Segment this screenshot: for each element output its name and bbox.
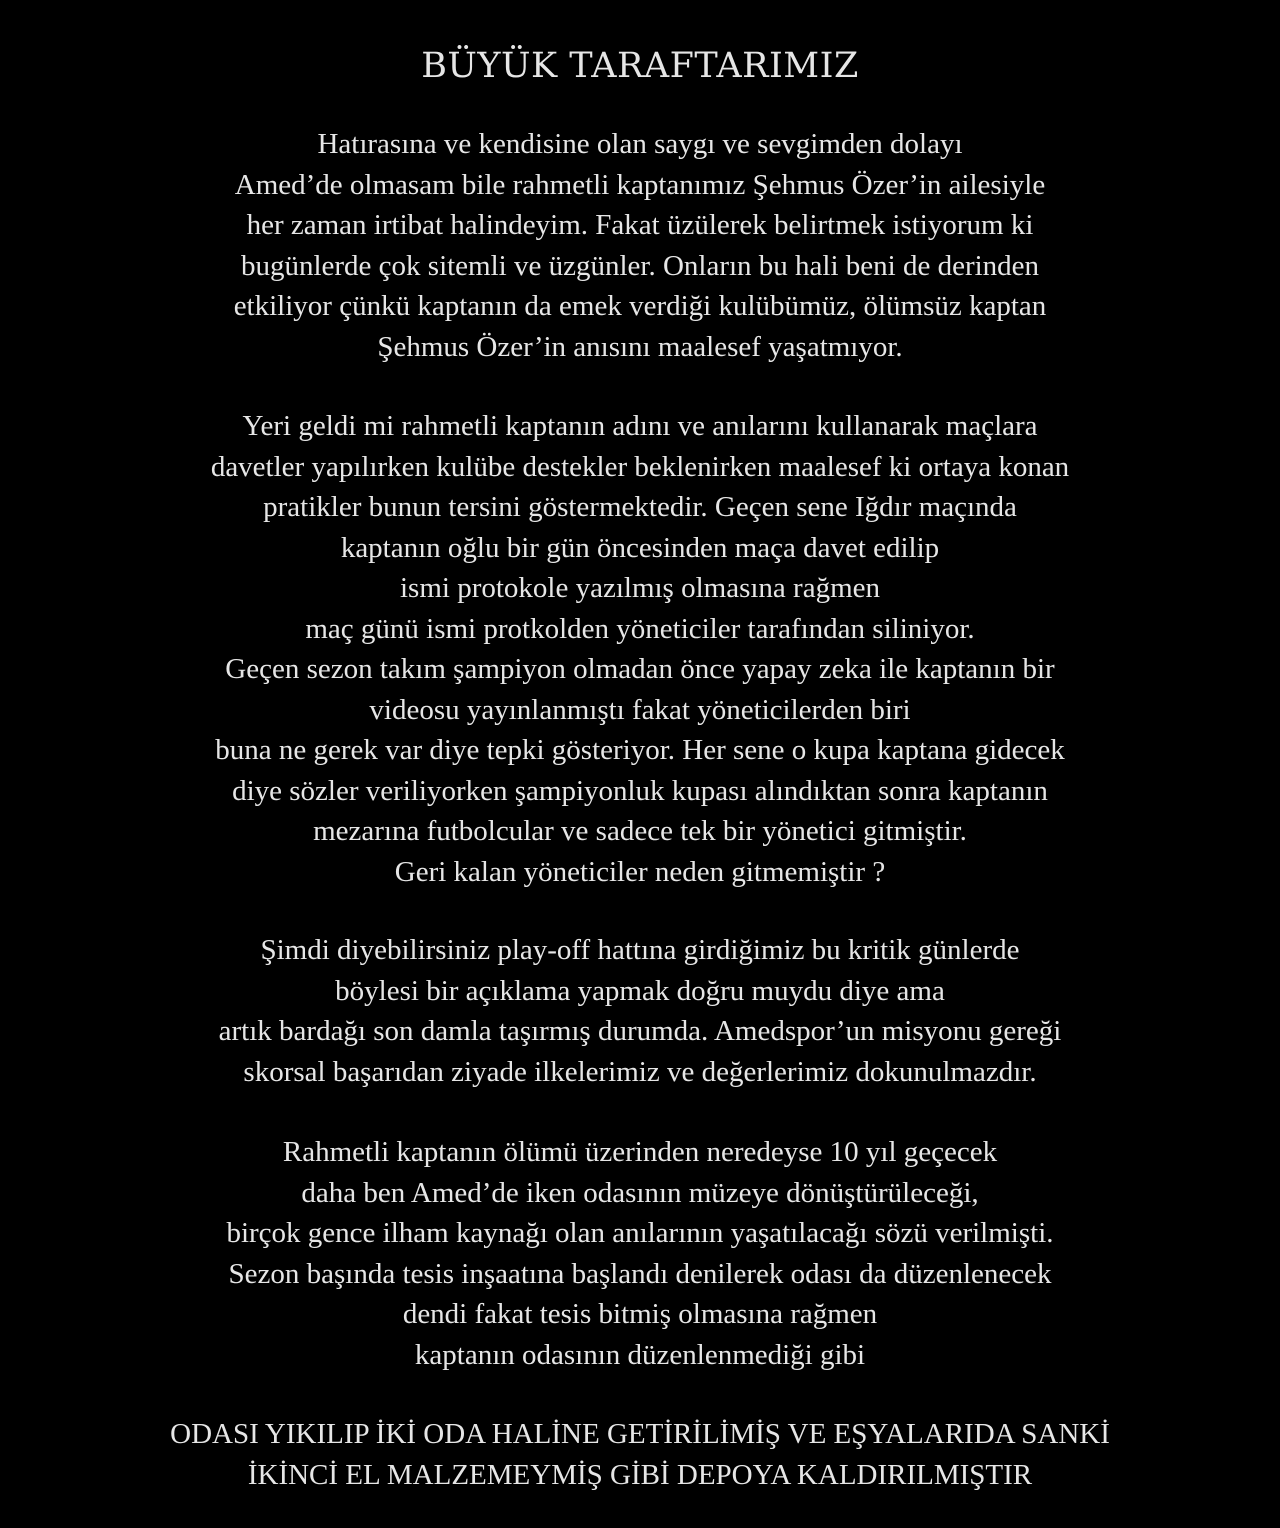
paragraph-2 — [60, 406, 1220, 892]
paragraph-line: skorsal başarıdan ziyade ilkelerimiz ve değerlerimiz dokunulmazdır. — [243, 1055, 1037, 1088]
paragraph-line: artık bardağı son damla taşırmış durumda. Amedspor’un misyonu gereği — [218, 1015, 1062, 1047]
paragraph-line: Hatırasına ve kendisine olan saygı ve sevgimden dolayı — [317, 128, 963, 160]
paragraph-line: bugünlerde çok sitemli ve üzgünler. Onların bu hali beni de derinden — [240, 249, 1040, 282]
paragraph-line: ismi protokole yazılmış olmasına rağmen — [399, 572, 880, 604]
paragraph-line: mezarına futbolcular ve sadece tek bir yönetici gitmiştir. — [313, 815, 967, 847]
paragraph-line: Geri kalan yöneticiler neden gitmemiştir ? — [394, 855, 886, 888]
paragraph-line: Şehmus Özer’in anısını maalesef yaşatmıyor. — [377, 330, 903, 363]
paragraph-line: Rahmetli kaptanın ölümü üzerinden neredeyse 10 yıl geçecek — [282, 1136, 998, 1168]
paragraph-line: Geçen sezon takım şampiyon olmadan önce yapay zeka ile kaptanın bir — [225, 653, 1055, 685]
paragraph-line: kaptanın oğlu bir gün öncesinden maça davet edilip — [340, 531, 940, 564]
paragraph-line: her zaman irtibat halindeyim. Fakat üzülerek belirtmek istiyorum ki — [246, 209, 1034, 241]
paragraph-line: Yeri geldi mi rahmetli kaptanın adını ve anılarını kullanarak maçlara — [242, 410, 1038, 442]
paragraph-3 — [60, 930, 1220, 1092]
closing-line: ODASI YIKILIP İKİ ODA HALİNE GETİRİLİMİŞ VE EŞYALARIDA SANKİ — [170, 1418, 1110, 1450]
paragraph-line: dendi fakat tesis bitmiş olmasına rağmen — [402, 1298, 878, 1330]
closing-statement — [40, 1414, 1240, 1495]
paragraph-line: diye sözler veriliyorken şampiyonluk kupası alındıktan sonra kaptanın — [232, 774, 1048, 807]
paragraph-line: Sezon başında tesis inşaatına başlandı denilerek odası da düzenlenecek — [228, 1257, 1052, 1290]
closing-line: İKİNCİ EL MALZEMEYMİŞ GİBİ DEPOYA KALDIRILMIŞTIR — [247, 1458, 1033, 1491]
paragraph-line: pratikler bunun tersini göstermektedir. Geçen sene Iğdır maçında — [263, 491, 1017, 523]
paragraph-line: videosu yayınlanmıştı fakat yöneticilerden biri — [369, 693, 911, 726]
paragraph-line: Şimdi diyebilirsiniz play-off hattına girdiğimiz bu kritik günlerde — [260, 934, 1020, 966]
paragraph-line: böylesi bir açıklama yapmak doğru muydu diye ama — [335, 974, 945, 1007]
paragraph-line: etkiliyor çünkü kaptanın da emek verdiği kulübümüz, ölümsüz kaptan — [233, 290, 1047, 322]
paragraph-line: daha ben Amed’de iken odasının müzeye dönüştürüleceği, — [301, 1176, 979, 1209]
page-title: BÜYÜK TARAFTARIMIZ — [421, 46, 859, 86]
paragraph-line: kaptanın odasının düzenlenmediği gibi — [414, 1338, 866, 1371]
paragraph-line: Amed’de olmasam bile rahmetli kaptanımız Şehmus Özer’in ailesiyle — [234, 168, 1046, 201]
paragraph-1 — [60, 124, 1220, 367]
paragraph-line: maç günü ismi protkolden yöneticiler tarafından siliniyor. — [305, 612, 975, 645]
paragraph-line: davetler yapılırken kulübe destekler beklenirken maalesef ki ortaya konan — [210, 450, 1070, 483]
paragraph-line: buna ne gerek var diye tepki gösteriyor. Her sene o kupa kaptana gidecek — [215, 734, 1065, 766]
paragraph-4 — [60, 1132, 1220, 1375]
paragraph-line: birçok gence ilham kaynağı olan anılarının yaşatılacağı sözü verilmişti. — [226, 1217, 1054, 1249]
